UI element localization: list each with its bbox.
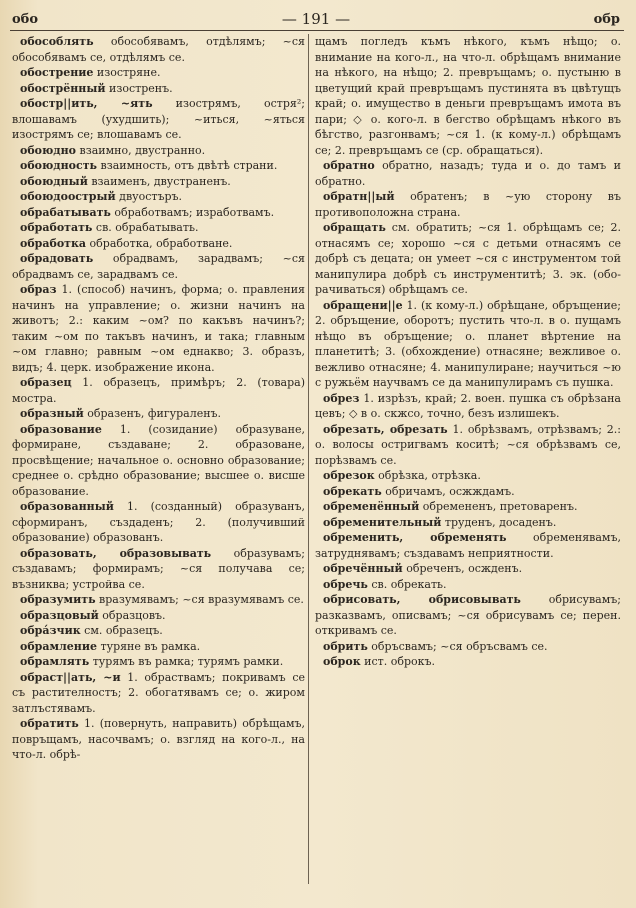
entry-headword: обострённый — [20, 81, 106, 95]
entry-definition: обременявамъ, затруднявамъ; създавамъ неприятности. — [315, 531, 621, 560]
entry-headword: образованный — [20, 500, 114, 513]
entry-definition: 1. образецъ, примѣръ; 2. (товара) мостра. — [12, 376, 305, 405]
dictionary-entry — [12, 670, 305, 717]
dictionary-entry — [12, 406, 305, 422]
entry-headword: образный — [20, 407, 84, 420]
entry-headword: обрез — [323, 391, 360, 405]
header-rule — [10, 30, 624, 31]
entry-headword: образцовый — [20, 608, 99, 622]
dictionary-entry — [12, 422, 305, 500]
entry-definition: щамъ погледъ къмъ нѣкого, къмъ нѣщо; о. внимание на кого-л., на что-л. обрѣщамъ внимание на нѣкого, на нѣщо; 2. превръщамъ; о. пустыню в цветущий край превръщамъ пустинята въ цвѣтущъ край; о. имущество в деньги превръщамъ имота въ пари; ◇ о. кого-л. в бегство обрѣщамъ нѣкого въ бѣгство, разгонвамъ; ~ся 1. (к кому-л.) обрѣщамъ се; 2. превръщамъ се (ср. обращаться). — [315, 35, 621, 157]
dictionary-entry — [12, 499, 305, 546]
dictionary-entry — [315, 391, 621, 422]
entry-headword: обратить — [20, 717, 79, 730]
entry-headword: образец — [20, 376, 72, 389]
entry-headword: обрамление — [20, 639, 98, 653]
dictionary-entry — [12, 251, 305, 282]
dictionary-entry — [315, 422, 621, 469]
entry-definition: ист. оброкъ. — [360, 655, 436, 668]
entry-headword: обращени||е — [323, 298, 403, 312]
entry-headword: обрезок — [323, 469, 375, 482]
dictionary-entry — [315, 189, 621, 220]
entry-headword: обрамлять — [20, 655, 90, 668]
dictionary-entry — [315, 484, 621, 500]
dictionary-entry — [12, 546, 305, 593]
entry-headword: обработать — [20, 221, 93, 234]
dictionary-entry — [315, 577, 621, 593]
entry-headword: обрадовать — [20, 252, 94, 265]
entry-definition: взаимно, двустранно. — [76, 143, 206, 157]
entry-headword: обособлять — [20, 35, 94, 48]
header-first-word: обо — [12, 12, 39, 27]
entry-definition: обратенъ; в ~ую сторону въ противоположна страна. — [315, 190, 621, 219]
entry-definition: обособявамъ, отдѣлямъ; ~ся обособявамъ се, отдѣлямъ се. — [12, 35, 305, 64]
entry-headword: образование — [20, 422, 102, 436]
entry-headword: образовать, образовывать — [20, 546, 212, 560]
dictionary-entry — [12, 375, 305, 406]
entry-headword: обрезать, обрезать — [323, 422, 448, 436]
header-last-word: обр — [593, 12, 620, 27]
dictionary-entry — [315, 639, 621, 655]
entry-headword: обостр||ить, ~ять — [20, 97, 153, 110]
dictionary-entry — [315, 530, 621, 561]
entry-definition: вразумявамъ; ~ся вразумявамъ се. — [95, 593, 304, 606]
entry-definition: изостренъ. — [105, 81, 173, 95]
entry-definition: 1. (повернуть, направить) обрѣщамъ, повръщамъ, насочвамъ; о. взгляд на кого-л., на что-л. обрѣ- — [12, 717, 305, 761]
dictionary-entry — [12, 236, 305, 252]
entry-definition: обръсвамъ; ~ся обръсвамъ се. — [367, 639, 548, 653]
entry-headword: обречённый — [323, 562, 403, 575]
entry-headword: обрабатывать — [20, 205, 111, 219]
entry-definition: изостряне. — [93, 66, 161, 79]
dictionary-entry — [12, 205, 305, 221]
entry-headword: обременительный — [323, 515, 442, 529]
entry-definition: обработвамъ; изработвамъ. — [110, 205, 275, 219]
left-column — [12, 34, 305, 888]
entry-definition: изострямъ, остря²; влошавамъ (ухудшить); ~иться, ~яться изострямъ се; влошавамъ се. — [12, 97, 305, 141]
dictionary-entry — [315, 515, 621, 531]
entry-definition: турямъ въ рамка; турямъ рамки. — [89, 655, 284, 668]
entry-headword: образ — [20, 283, 57, 296]
entry-definition: 1. (способ) начинъ, форма; о. правления начинъ на управление; о. жизни начинъ на животъ; 2.: каким ~ом? по какъвъ начинъ?; таким ~ом по такъвъ начинъ, и така; главным ~ом главно; равным ~ом еднакво; 3. образъ, видъ; 4. церк. изображение икона. — [12, 283, 305, 374]
entry-definition: обрадвамъ, зарадвамъ; ~ся обрадвамъ се, зарадвамъ се. — [12, 252, 305, 281]
entry-headword: обращать — [323, 221, 386, 234]
entry-definition: см. образецъ. — [80, 624, 163, 637]
entry-headword: обоюдно — [20, 143, 77, 157]
page-columns — [12, 34, 624, 888]
entry-definition: взаименъ, двустраненъ. — [87, 174, 231, 188]
entry-definition: взаимность, отъ двѣтѣ страни. — [97, 159, 278, 172]
entry-definition: труденъ, досаденъ. — [441, 515, 557, 529]
entry-headword: обременить, обременять — [323, 531, 507, 544]
dictionary-entry — [315, 468, 621, 484]
dictionary-entry — [315, 654, 621, 670]
entry-definition: туряне въ рамка. — [97, 639, 201, 653]
entry-headword: обрить — [323, 639, 368, 653]
entry-headword: обречь — [323, 577, 368, 591]
dictionary-entry — [12, 96, 305, 143]
dictionary-entry — [315, 592, 621, 639]
entry-definition: обрисувамъ; разказвамъ, описвамъ; ~ся обрисувамъ се; перен. откривамъ се. — [315, 593, 621, 637]
entry-headword: обострение — [20, 66, 94, 79]
dictionary-entry — [12, 282, 305, 375]
dictionary-entry — [315, 34, 621, 158]
entry-headword: образумить — [20, 593, 96, 606]
entry-headword: обратно — [323, 159, 375, 172]
entry-headword: обоюдный — [20, 174, 88, 188]
entry-definition: 1. (созданный) образуванъ, сформиранъ, създаденъ; 2. (получивший образование) образованъ. — [12, 500, 305, 544]
dictionary-entry — [12, 608, 305, 624]
dictionary-entry — [12, 654, 305, 670]
entry-definition: обработка, обработване. — [86, 236, 233, 250]
entry-definition: обремененъ, претоваренъ. — [419, 500, 578, 513]
dictionary-entry — [12, 158, 305, 174]
entry-definition: св. обрекать. — [367, 577, 447, 591]
dictionary-entry — [12, 189, 305, 205]
entry-definition: двуостъръ. — [115, 190, 183, 203]
dictionary-entry — [12, 81, 305, 97]
dictionary-entry — [12, 639, 305, 655]
dictionary-entry — [12, 592, 305, 608]
entry-definition: 1. обраствамъ; покривамъ се съ растителностъ; 2. обогатявамъ се; о. жиром затлъстявамъ. — [12, 670, 305, 715]
entry-headword: обоюдность — [20, 159, 97, 172]
dictionary-entry — [12, 220, 305, 236]
dictionary-entry — [12, 174, 305, 190]
entry-definition: 1. (созидание) образуване, формиране, създаване; 2. образоване, просвѣщение; начальное о. основно образование; среднее о. срѣдно образование; высшее о. висше образование. — [12, 422, 305, 498]
dictionary-entry — [315, 220, 621, 298]
dictionary-entry — [315, 499, 621, 515]
entry-headword: обрисовать, обрисовывать — [323, 593, 521, 606]
entry-definition: обрѣзка, отрѣзка. — [374, 469, 481, 482]
page-number: — 191 — — [281, 10, 351, 28]
entry-definition: см. обратить; ~ся 1. обрѣщамъ се; 2. отнасямъ се; хорошо ~ся с детьми отнасямъ се добрѣ съ децата; он умеет ~ся с инструментом той манипулира добрѣ съ инструментитѣ; 3. эк. (оборачиваться) обрѣщамъ се. — [315, 221, 621, 296]
entry-definition: образувамъ; създавамъ; формирамъ; ~ся получава се; възниква; устройва се. — [12, 546, 305, 591]
entry-headword: обоюдоострый — [20, 190, 116, 203]
entry-definition: обратно, назадъ; туда и о. до тамъ и обратно. — [315, 159, 621, 188]
dictionary-entry — [12, 716, 305, 763]
dictionary-entry — [12, 623, 305, 639]
dictionary-entry — [315, 298, 621, 391]
entry-headword: обременённый — [323, 500, 420, 513]
dictionary-entry — [315, 561, 621, 577]
page-header — [10, 8, 622, 30]
entry-definition: образенъ, фигураленъ. — [83, 407, 222, 420]
entry-definition: 1. (к кому-л.) обрѣщане, обръщение; 2. обръщение, оборотъ; пустить что-л. в о. пущамъ нѣщо въ обръщение; о. планет вѣртение на планетитѣ; 3. (обхождение) отнасяне; вежливое о. вежливо отнасяне; 4. манипулиране; научиться ~ю с ружьём научвамъ се да манипулирамъ съ пушка. — [315, 298, 621, 389]
entry-headword: оброк — [323, 655, 361, 668]
entry-definition: 1. изрѣзъ, край; 2. воен. пушка съ обрѣзана цевъ; ◇ в о. скжсо, точно, безъ излишекъ. — [315, 391, 621, 420]
dictionary-entry — [12, 65, 305, 81]
entry-headword: обратн||ый — [323, 190, 395, 203]
entry-headword: обрекать — [323, 484, 382, 498]
entry-definition: образцовъ. — [98, 608, 166, 622]
entry-headword: обрáзчик — [20, 624, 81, 637]
entry-headword: обраст||ать, ~и — [20, 670, 121, 684]
dictionary-entry — [12, 143, 305, 159]
entry-headword: обработка — [20, 236, 87, 250]
right-column — [315, 34, 621, 888]
entry-definition: 1. обрѣзвамъ, отрѣзвамъ; 2.: о. волосы остригвамъ коситѣ; ~ся обрѣзвамъ се, порѣзвамъ се. — [315, 422, 621, 467]
dictionary-entry — [12, 34, 305, 65]
entry-definition: обреченъ, осжденъ. — [402, 562, 523, 575]
entry-definition: обричамъ, осжждамъ. — [381, 484, 515, 498]
dictionary-entry — [315, 158, 621, 189]
entry-definition: св. обрабатывать. — [92, 221, 199, 234]
